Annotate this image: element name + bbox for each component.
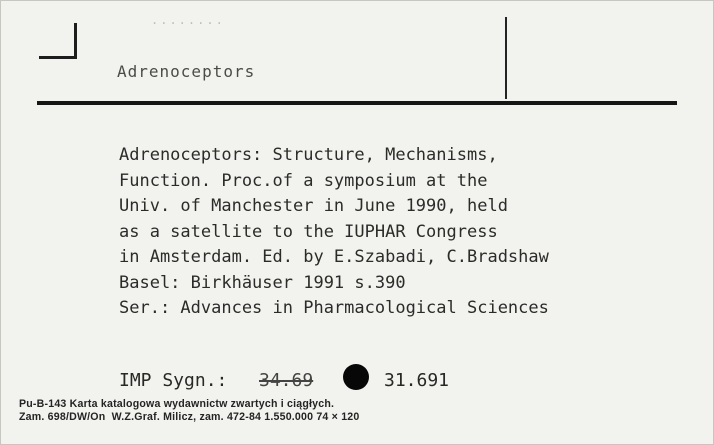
vertical-divider — [505, 17, 507, 99]
entry-line-7: Ser.: Advances in Pharmacological Sciences — [119, 298, 549, 318]
old-signature-number: 34.69 — [259, 370, 314, 391]
footer-line-2: Zam. 698/DW/On W.Z.Graf. Milicz, zam. 472-84 1.550.000 74 × 120 — [19, 411, 360, 423]
entry-line-2: Function. Proc.of a symposium at the — [119, 170, 488, 191]
entry-line-1: Adrenoceptors: Structure, Mechanisms, — [119, 145, 498, 165]
faint-header-text: ........ — [151, 13, 225, 27]
entry-line-4: as a satellite to the IUPHAR Congress — [119, 221, 498, 242]
punch-hole — [343, 364, 369, 390]
signature-label: IMP Sygn.: — [119, 370, 228, 391]
horizontal-rule — [37, 101, 677, 105]
new-signature-number: 31.691 — [384, 370, 450, 391]
entry-line-6: Basel: Birkhäuser 1991 s.390 — [119, 272, 406, 293]
entry-line-5: in Amsterdam. Ed. by E.Szabadi, C.Bradshaw — [119, 247, 549, 267]
corner-register-mark — [39, 23, 77, 59]
catalog-entry-text — [119, 143, 549, 322]
footer-line-1: Pu-B-143 Karta katalogowa wydawnictw zwartych i ciągłych. — [19, 398, 335, 410]
entry-line-3: Univ. of Manchester in June 1990, held — [119, 196, 508, 216]
card-heading: Adrenoceptors — [117, 62, 256, 81]
